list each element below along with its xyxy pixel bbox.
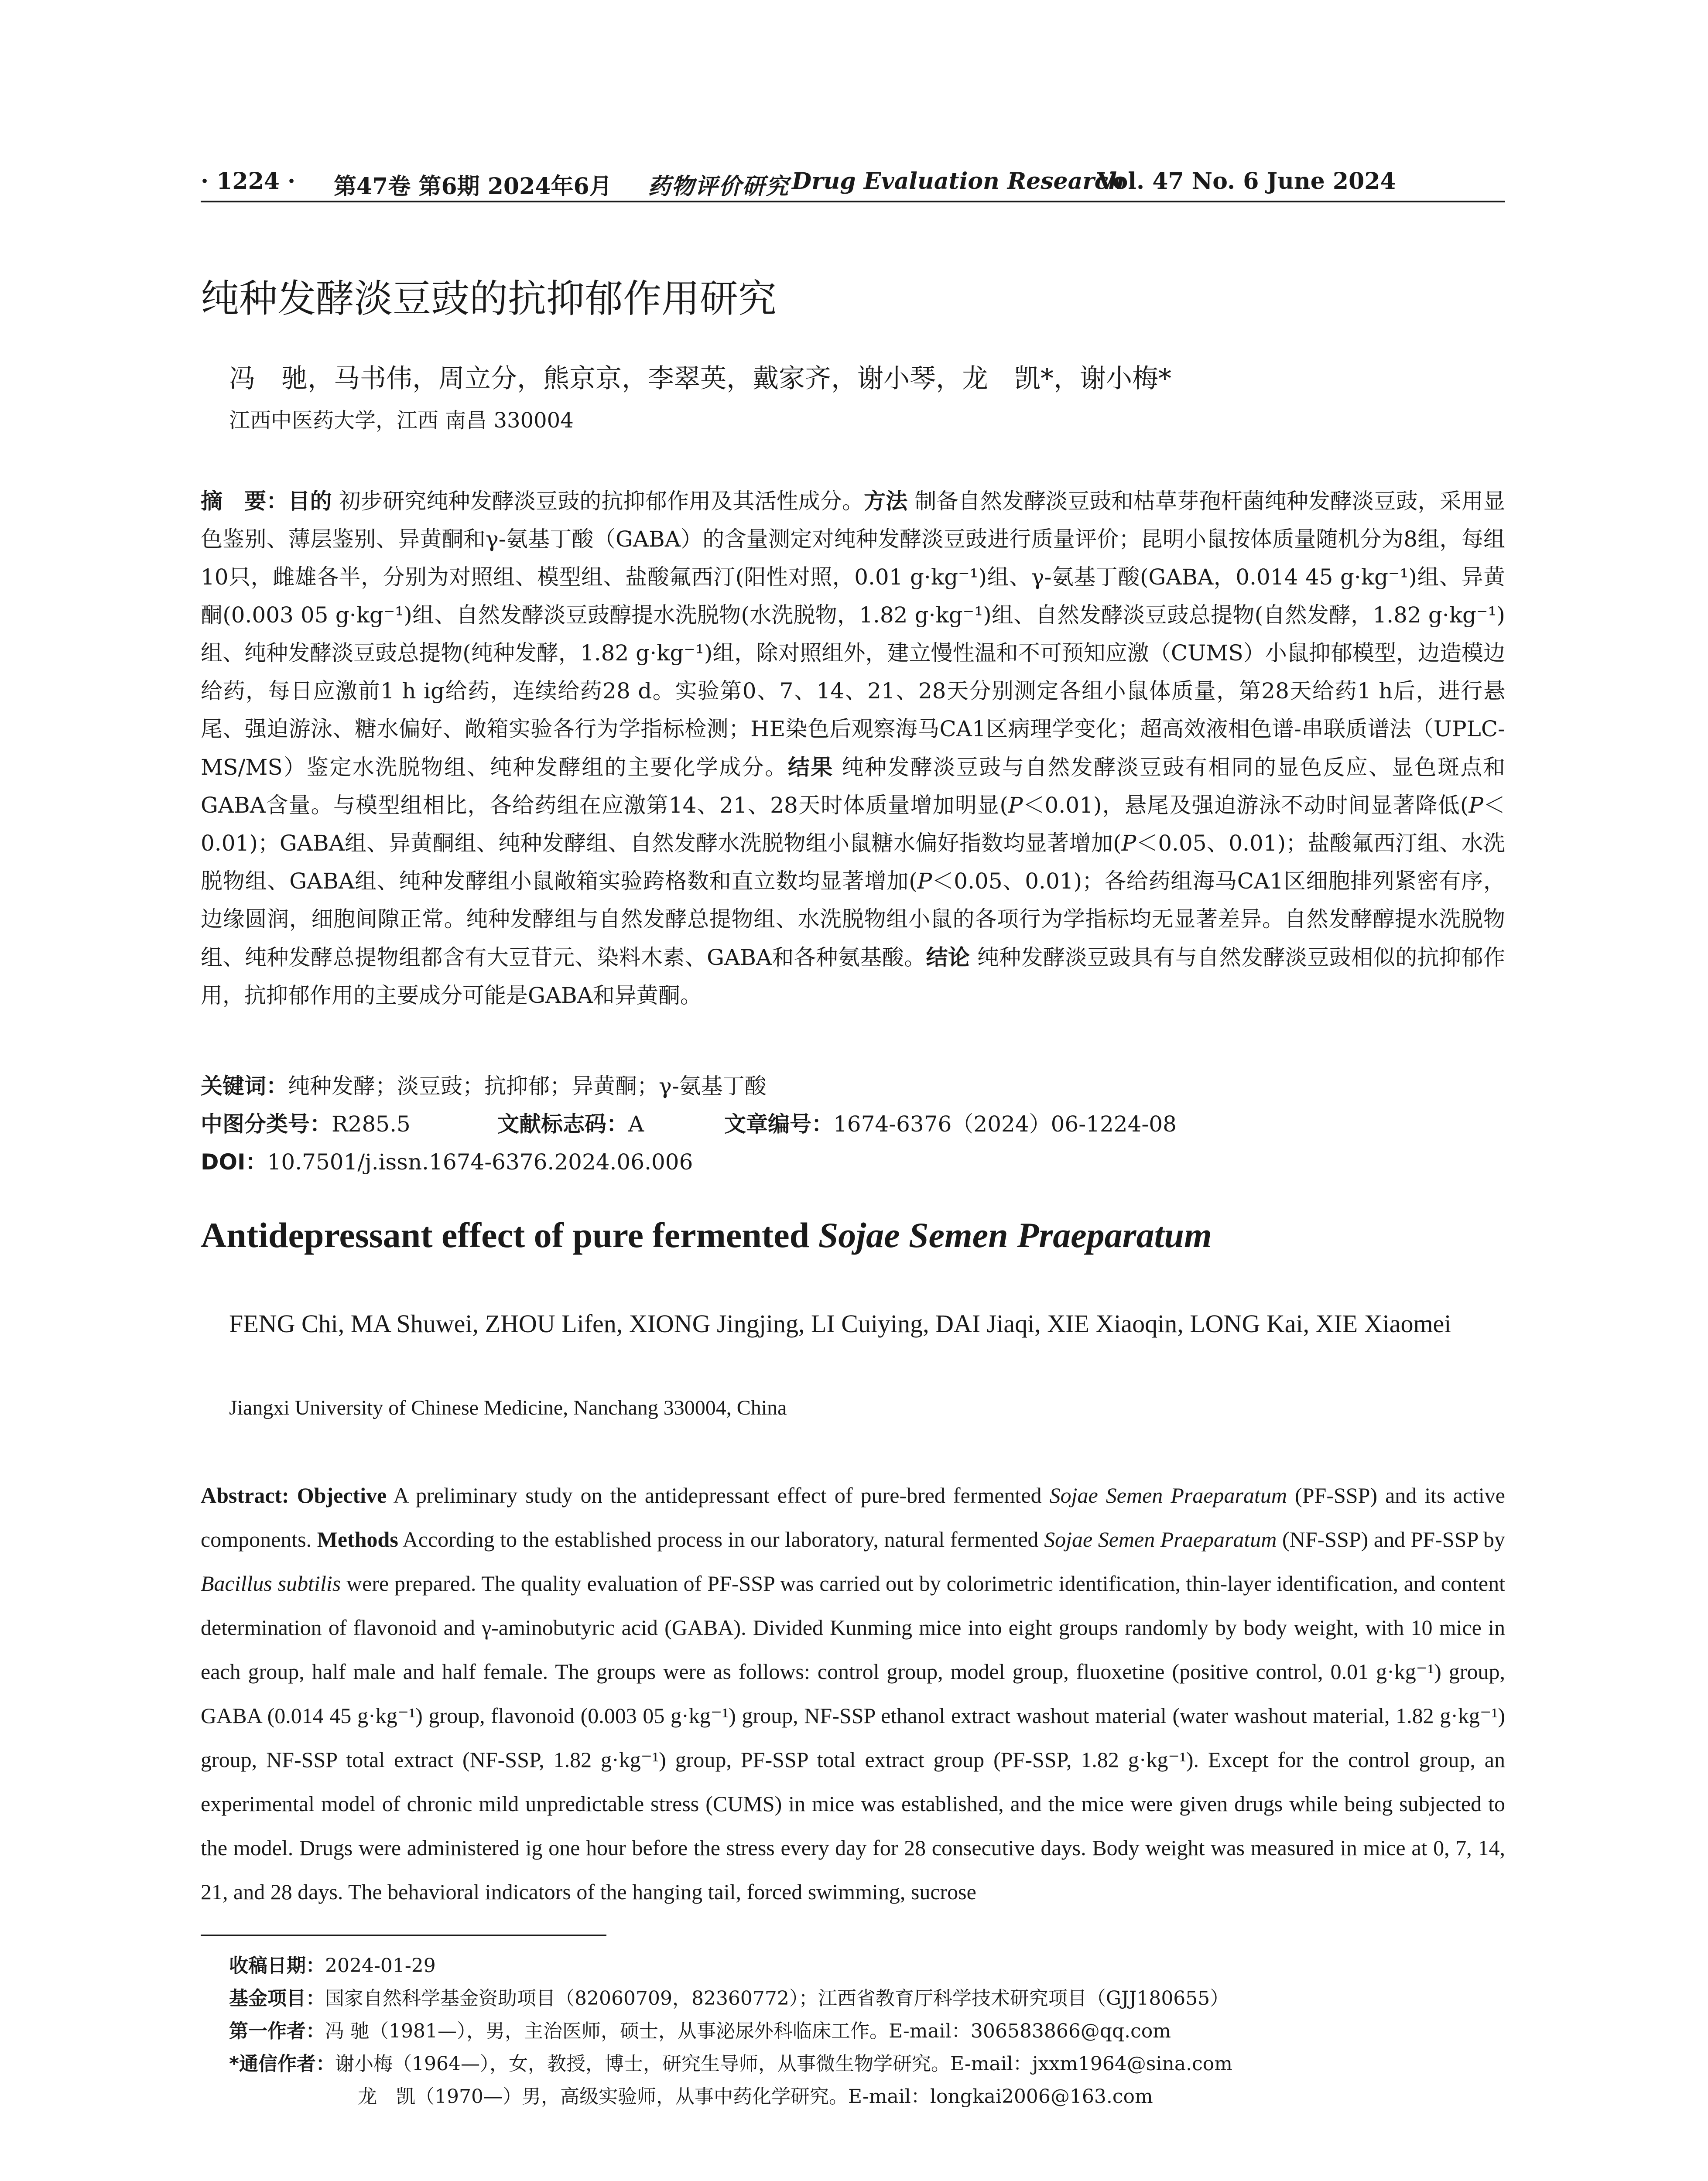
footnote-rule bbox=[201, 1935, 606, 1936]
fund-label: 基金项目： bbox=[229, 1987, 325, 2010]
species-italic: Sojae Semen Praeparatum bbox=[1049, 1483, 1287, 1508]
doi-value[interactable]: 10.7501/j.issn.1674-6376.2024.06.006 bbox=[267, 1149, 693, 1175]
journal-logo: 药物评价研究 bbox=[648, 173, 790, 200]
abstract-en bbox=[201, 1473, 1505, 1914]
results-cn-2: ＜0.01)，悬尾及强迫游泳不动时间显著降低( bbox=[1023, 793, 1469, 818]
species-italic: Sojae Semen Praeparatum bbox=[1044, 1527, 1277, 1552]
footnote-corresponding-2 bbox=[358, 2081, 1153, 2109]
issue-info-cn: 第47卷 第6期 2024年6月 bbox=[334, 173, 612, 200]
methods-en-3: were prepared. The quality evaluation of PF-SSP was carried out by colorimetric identification, thin-layer identification, and content determination of flavonoid and γ-aminobutyric acid (GABA). Divided Kunming mice into eight groups randomly by body weight, with 10 mice in each group, half male and half female. The groups were as follows: control group, model group, fluoxetine (positive control, 0.01 g·kg⁻¹) group, GABA (0.014 45 g·kg⁻¹) group, flavonoid (0.003 05 g·kg⁻¹) group, NF-SSP ethanol extract washout material (water washout material, 1.82 g·kg⁻¹) group, NF-SSP total extract (NF-SSP, 1.82 g·kg⁻¹) group, PF-SSP total extract group (PF-SSP, 1.82 g·kg⁻¹). Except for the control group, an experimental model of chronic mild unpredictable stress (CUMS) in mice was established, and the mice were given drugs while being subjected to the model. Drugs were administered ig one hour before the stress every day for 28 consecutive days. Body weight was measured in mice at 0, 7, 14, 21, and 28 days. The behavioral indicators of the hanging tail, forced swimming, sucrose bbox=[201, 1571, 1505, 1904]
received-value: 2024-01-29 bbox=[325, 1955, 436, 1977]
keywords-value: 纯种发酵；淡豆豉；抗抑郁；异黄酮；γ-氨基丁酸 bbox=[288, 1073, 767, 1099]
affiliation-en: Jiangxi University of Chinese Medicine, Nanchang 330004, China bbox=[229, 1396, 787, 1419]
received-label: 收稿日期： bbox=[229, 1955, 325, 1977]
doc-code-value: A bbox=[628, 1111, 644, 1137]
methods-label-cn: 方法 bbox=[864, 488, 908, 514]
conclusion-label-cn: 结论 bbox=[926, 944, 970, 970]
results-cn-1: 纯种发酵淡豆豉与自然发酵淡豆豉有相同的显色反应、显色斑点和GABA含量。与模型组相比，各给药组在应激第14、21、28天时体质量增加明显( bbox=[201, 755, 1506, 818]
objective-en-1: A preliminary study on the antidepressant effect of pure-bred fermented bbox=[387, 1483, 1050, 1508]
methods-en-1: According to the established process in our laboratory, natural fermented bbox=[398, 1527, 1044, 1552]
title-en-main: Antidepressant effect of pure fermented bbox=[201, 1215, 818, 1255]
footnote-fund bbox=[229, 1983, 1229, 2010]
results-cn-5: ＜0.05、0.01)；各给药组海马CA1区细胞排列紧密有序，边缘圆润，细胞间隙正常。纯种发酵组与自然发酵总提物组、水洗脱物组小鼠的各项行为学指标均无显著差异。自然发酵醇提水洗脱物组、纯种发酵总提物组都含有大豆苷元、染料木素、GABA和各种氨基酸。 bbox=[201, 868, 1505, 970]
objective-cn: 初步研究纯种发酵淡豆豉的抗抑郁作用及其活性成分。 bbox=[339, 489, 864, 514]
conclusion-cn: 纯种发酵淡豆豉具有与自然发酵淡豆豉相似的抗抑郁作用，抗抑郁作用的主要成分可能是GABA和异黄酮。 bbox=[201, 945, 1506, 1008]
doi-label: DOI： bbox=[201, 1149, 267, 1175]
paper-title-cn: 纯种发酵淡豆豉的抗抑郁作用研究 bbox=[201, 276, 777, 321]
objective-en-2: (PF-SSP) and its active components. bbox=[201, 1483, 1505, 1552]
abstract-label-en: Abstract: bbox=[201, 1483, 289, 1508]
keywords-line bbox=[201, 1069, 767, 1100]
clc-label: 中图分类号： bbox=[201, 1111, 332, 1137]
first-author-label: 第一作者： bbox=[229, 2020, 325, 2042]
authors-cn: 冯 驰，马书伟，周立分，熊京京，李翠英，戴家齐，谢小琴，龙 凯*，谢小梅* bbox=[229, 363, 1171, 394]
p-symbol: P bbox=[1468, 793, 1484, 818]
clc-value: R285.5 bbox=[332, 1111, 411, 1137]
methods-en-2: (NF-SSP) and PF-SSP by bbox=[1277, 1527, 1505, 1552]
article-number-label: 文章编号： bbox=[724, 1111, 833, 1137]
p-symbol: P bbox=[1008, 793, 1023, 818]
authors-en: FENG Chi, MA Shuwei, ZHOU Lifen, XIONG Jingjing, LI Cuiying, DAI Jiaqi, XIE Xiaoqin, LONG Kai, XIE Xiaomei bbox=[229, 1309, 1451, 1338]
results-label-cn: 结果 bbox=[787, 754, 834, 780]
abstract-label-cn: 摘 要： bbox=[201, 488, 288, 514]
p-symbol: P bbox=[917, 868, 932, 894]
objective-label-en: Objective bbox=[297, 1483, 387, 1508]
footnote-first-author bbox=[229, 2015, 1171, 2043]
methods-label-en: Methods bbox=[317, 1527, 398, 1552]
article-number-value: 1674-6376（2024）06-1224-08 bbox=[833, 1111, 1177, 1137]
p-symbol: P bbox=[1121, 831, 1136, 856]
methods-cn: 制备自然发酵淡豆豉和枯草芽孢杆菌纯种发酵淡豆豉，采用显色鉴别、薄层鉴别、异黄酮和γ-氨基丁酸（GABA）的含量测定对纯种发酵淡豆豉进行质量评价；昆明小鼠按体质量随机分为8组，每组10只，雌雄各半，分别为对照组、模型组、盐酸氟西汀(阳性对照，0.01 g·kg⁻¹)组、γ-氨基丁酸(GABA，0.014 45 g·kg⁻¹)组、异黄酮(0.003 05 g·kg⁻¹)组、自然发酵淡豆豉醇提水洗脱物(水洗脱物，1.82 g·kg⁻¹)组、自然发酵淡豆豉总提物(自然发酵，1.82 g·kg⁻¹)组、纯种发酵淡豆豉总提物(纯种发酵，1.82 g·kg⁻¹)组，除对照组外，建立慢性温和不可预知应激（CUMS）小鼠抑郁模型，边造模边给药，每日应激前1 h ig给药，连续给药28 d。实验第0、7、14、21、28天分别测定各组小鼠体质量，第28天给药1 h后，进行悬尾、强迫游泳、糖水偏好、敞箱实验各行为学指标检测；HE染色后观察海马CA1区病理学变化；超高效液相色谱-串联质谱法（UPLC-MS/MS）鉴定水洗脱物组、纯种发酵组的主要化学成分。 bbox=[201, 489, 1506, 780]
corresponding-value-2: 龙 凯（1970—）男，高级实验师，从事中药化学研究。E-mail：longkai2006@163.com bbox=[358, 2085, 1153, 2108]
title-en-italic: Sojae Semen Praeparatum bbox=[818, 1215, 1212, 1255]
footnote-corresponding bbox=[229, 2048, 1232, 2076]
abstract-cn bbox=[201, 482, 1505, 1015]
results-cn-4: ＜0.05、0.01)；盐酸氟西汀组、水洗脱物组、GABA组、纯种发酵组小鼠敞箱实验跨格数和直立数均显著增加( bbox=[201, 831, 1505, 894]
article-number bbox=[724, 1107, 1177, 1138]
doi-line bbox=[201, 1145, 693, 1176]
keywords-label: 关键词： bbox=[201, 1073, 288, 1099]
bacteria-italic: Bacillus subtilis bbox=[201, 1571, 341, 1596]
doc-code-label: 文献标志码： bbox=[497, 1111, 628, 1137]
results-cn-3: ＜0.01)；GABA组、异黄酮组、纯种发酵组、自然发酵水洗脱物组小鼠糖水偏好指数均显著增加( bbox=[201, 793, 1506, 856]
journal-name-en: Drug Evaluation Research bbox=[792, 168, 1125, 195]
corresponding-label: *通信作者： bbox=[229, 2053, 335, 2075]
page-number: · 1224 · bbox=[201, 168, 296, 195]
paper-title-en bbox=[201, 1215, 1212, 1256]
objective-label-cn: 目的 bbox=[288, 488, 332, 514]
issue-info-en: Vol. 47 No. 6 June 2024 bbox=[1097, 168, 1396, 195]
classification-line bbox=[201, 1107, 1177, 1138]
running-header bbox=[201, 168, 1505, 198]
first-author-value: 冯 驰（1981—），男，主治医师，硕士，从事泌尿外科临床工作。E-mail：306583866@qq.com bbox=[325, 2020, 1171, 2042]
footnote-received bbox=[229, 1950, 436, 1978]
header-rule bbox=[201, 201, 1505, 202]
affiliation-cn: 江西中医药大学，江西 南昌 330004 bbox=[229, 408, 574, 433]
fund-value: 国家自然科学基金资助项目（82060709，82360772）；江西省教育厅科学技术研究项目（GJJ180655） bbox=[325, 1987, 1229, 2010]
corresponding-value-1: 谢小梅（1964—），女，教授，博士，研究生导师，从事微生物学研究。E-mail：jxxm1964@sina.com bbox=[335, 2053, 1232, 2075]
doc-code bbox=[497, 1107, 644, 1138]
